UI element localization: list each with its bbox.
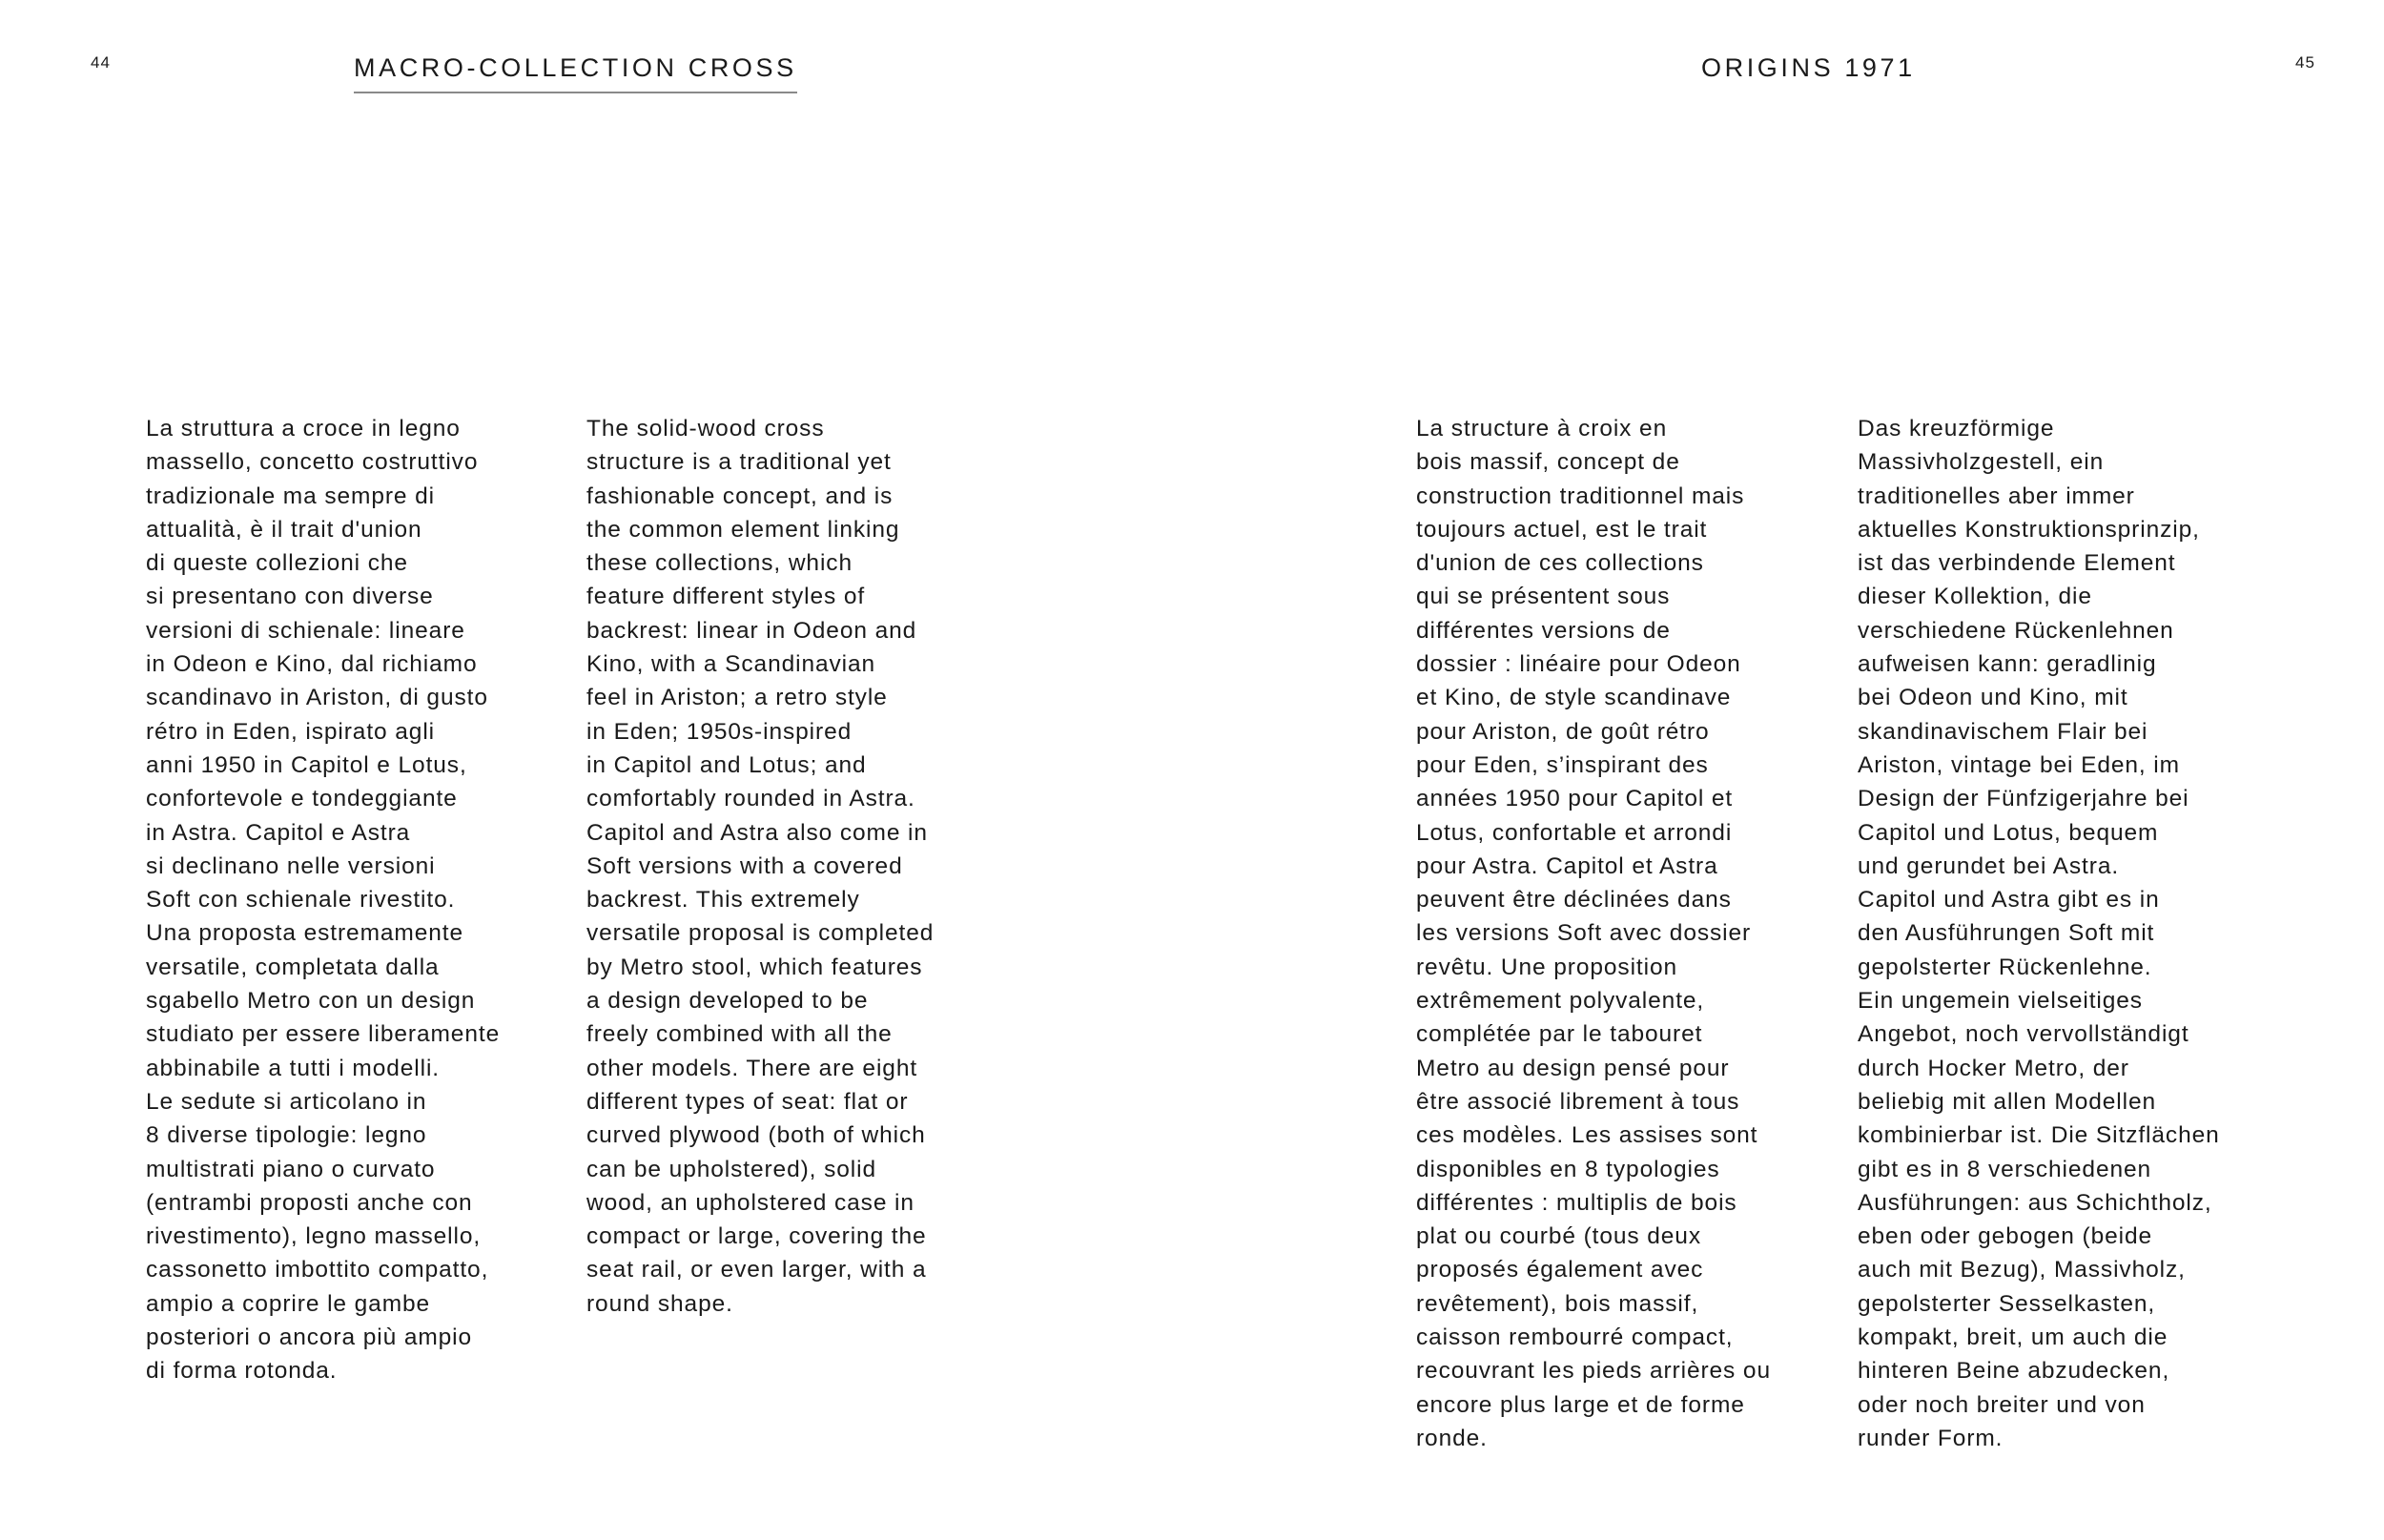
page-number-right: 45 — [2295, 53, 2315, 72]
running-title-right: ORIGINS 1971 — [1701, 53, 1916, 82]
running-title-left: MACRO-COLLECTION CROSS — [354, 51, 797, 93]
page-number-left: 44 — [91, 53, 111, 72]
text-column-english: The solid-wood cross structure is a traditional yet fashionable concept, and is the common element linking these collections, which feature different styles of backrest: linear in Odeon and Kino, with a Scandinavian feel in Ariston; a retro style in Eden; 1950s-inspired in Capitol and Lotus; and comfortably rounded in Astra. Capitol and Astra also come in Soft versions with a covered backrest. This extremely versatile proposal is completed by Metro stool, which features a design developed to be freely combined with all the other models. There are eight different types of seat: flat or curved plywood (both of which can be upholstered), solid wood, an upholstered case in compact or large, covering the seat rail, or even larger, with a round shape. — [586, 416, 935, 1317]
right-page — [1192, 0, 2384, 1540]
text-column-german: Das kreuzförmige Massivholzgestell, ein traditionelles aber immer aktuelles Konstruktionsprinzip, ist das verbindende Element dieser Kollektion, die verschiedene Rückenlehnen aufweisen kann: geradlinig bei Odeon und Kino, mit skandinavischem Flair bei Ariston, vintage bei Eden, im Design der Fünfzigerjahre bei Capitol und Lotus, bequem und gerundet bei Astra. Capitol und Astra gibt es in den Ausführungen Soft mit gepolsterter Rückenlehne. Ein ungemein vielseitiges Angebot, noch vervollständigt durch Hocker Metro, der beliebig mit allen Modellen kombinierbar ist. Die Sitzflächen gibt es in 8 verschiedenen Ausführungen: aus Schichtholz, eben oder gebogen (beide auch mit Bezug), Massivholz, gepolsterter Sesselkasten, kompakt, breit, um auch die hinteren Beine abzudecken, oder noch breiter und von runder Form. — [1858, 416, 2220, 1451]
text-column-french: La structure à croix en bois massif, concept de construction traditionnel mais toujours actuel, est le trait d'union de ces collections qui se présentent sous différentes versions de dossier : linéaire pour Odeon et Kino, de style scandinave pour Ariston, de goût rétro pour Eden, s’inspirant des années 1950 pour Capitol et Lotus, confortable et arrondi pour Astra. Capitol et Astra peuvent être déclinées dans les versions Soft avec dossier revêtu. Une proposition extrêmement polyvalente, complétée par le tabouret Metro au design pensé pour être associé librement à tous ces modèles. Les assises sont disponibles en 8 typologies différentes : multiplis de bois plat ou courbé (tous deux proposés également avec revêtement), bois massif, caisson rembourré compact, recouvrant les pieds arrières ou encore plus large et de forme ronde. — [1416, 416, 1771, 1451]
text-column-italian: La struttura a croce in legno massello, concetto costruttivo tradizionale ma sempre di attualità, è il trait d'union di queste collezioni che si presentano con diverse versioni di schienale: lineare in Odeon e Kino, dal richiamo scandinavo in Ariston, di gusto rétro in Eden, ispirato agli anni 1950 in Capitol e Lotus, confortevole e tondeggiante in Astra. Capitol e Astra si declinano nelle versioni Soft con schienale rivestito. Una proposta estremamente versatile, completata dalla sgabello Metro con un design studiato per essere liberamente abbinabile a tutti i modelli. Le sedute si articolano in 8 diverse tipologie: legno multistrati piano o curvato (entrambi proposti anche con rivestimento), legno massello, cassonetto imbottito compatto, ampio a coprire le gambe posteriori o ancora più ampio di forma rotonda. — [146, 416, 501, 1385]
